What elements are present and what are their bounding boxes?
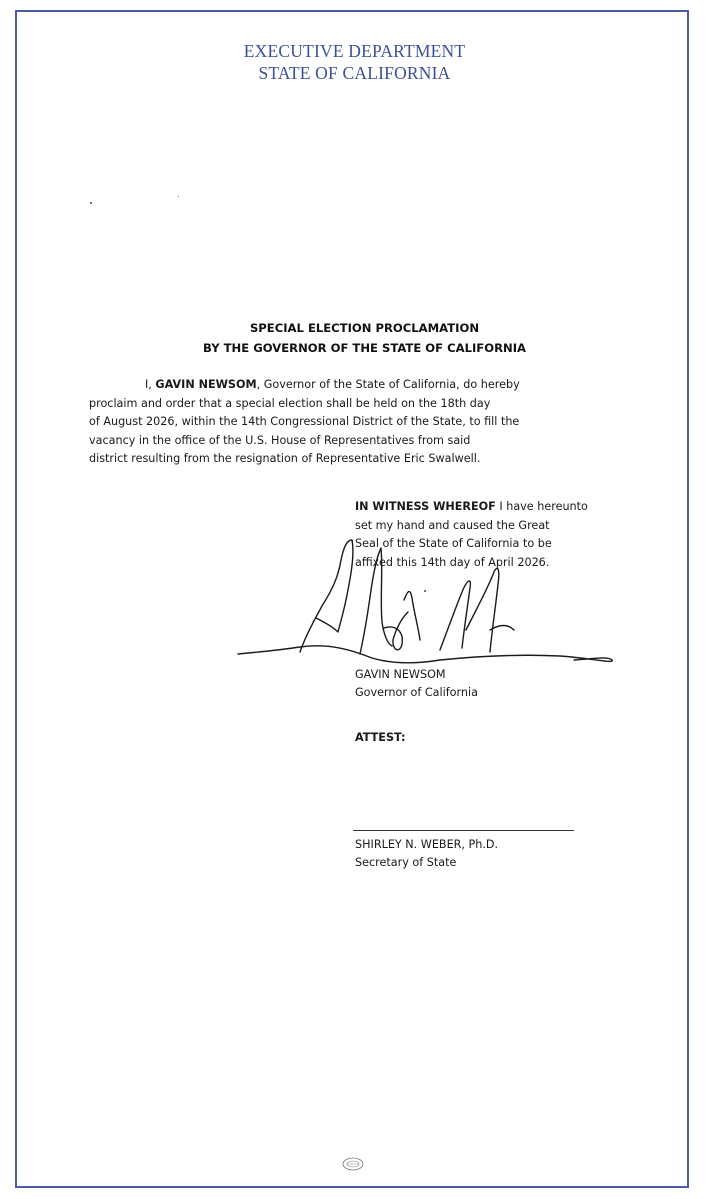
signer-name: GAVIN NEWSOM: [355, 668, 446, 681]
secretary-name: SHIRLEY N. WEBER, Ph.D.: [355, 838, 499, 851]
governor-name: GAVIN NEWSOM: [155, 378, 257, 391]
body-line-5: district resulting from the resignation of Representative Eric Swalwell.: [89, 452, 481, 465]
proclamation-title: [0, 318, 709, 358]
secretary-signature-block: [355, 836, 498, 872]
page-border: [15, 10, 689, 1188]
governor-signature-block: [355, 666, 478, 702]
scan-speck: [178, 196, 179, 197]
letterhead-line-1: EXECUTIVE DEPARTMENT: [243, 41, 466, 61]
scan-speck: [90, 202, 92, 204]
title-line-2: BY THE GOVERNOR OF THE STATE OF CALIFORNIA: [203, 341, 526, 355]
scan-speck: [424, 590, 426, 592]
witness-line-3: Seal of the State of California to be: [355, 537, 552, 550]
letterhead: [0, 40, 709, 84]
letterhead-line-2: STATE OF CALIFORNIA: [258, 63, 451, 83]
body-line-4: vacancy in the office of the U.S. House of Representatives from said: [89, 433, 471, 447]
signer-title: Governor of California: [355, 686, 478, 699]
body-lead: I,: [145, 378, 156, 391]
body-line-1-rest: , Governor of the State of California, do hereby: [256, 378, 520, 391]
proclamation-body: [89, 376, 644, 469]
attest-label: ATTEST:: [355, 731, 406, 744]
witness-line-1: [355, 498, 615, 517]
witness-line-4: affixed this 14th day of April 2026.: [355, 555, 550, 569]
union-bug-mark: [342, 1157, 364, 1171]
witness-clause: [355, 498, 615, 572]
body-line-1: [89, 376, 644, 395]
body-line-2: proclaim and order that a special election shall be held on the 18th day: [89, 396, 491, 410]
witness-line-2: set my hand and caused the Great: [355, 518, 550, 532]
witness-line-1-rest: I have hereunto: [495, 500, 588, 513]
witness-lead: IN WITNESS WHEREOF: [355, 500, 496, 513]
title-line-1: SPECIAL ELECTION PROCLAMATION: [249, 321, 480, 335]
secretary-title: Secretary of State: [355, 856, 457, 869]
body-line-3: of August 2026, within the 14th Congressional District of the State, to fill the: [89, 415, 520, 428]
attest-signature-line: [353, 830, 574, 831]
